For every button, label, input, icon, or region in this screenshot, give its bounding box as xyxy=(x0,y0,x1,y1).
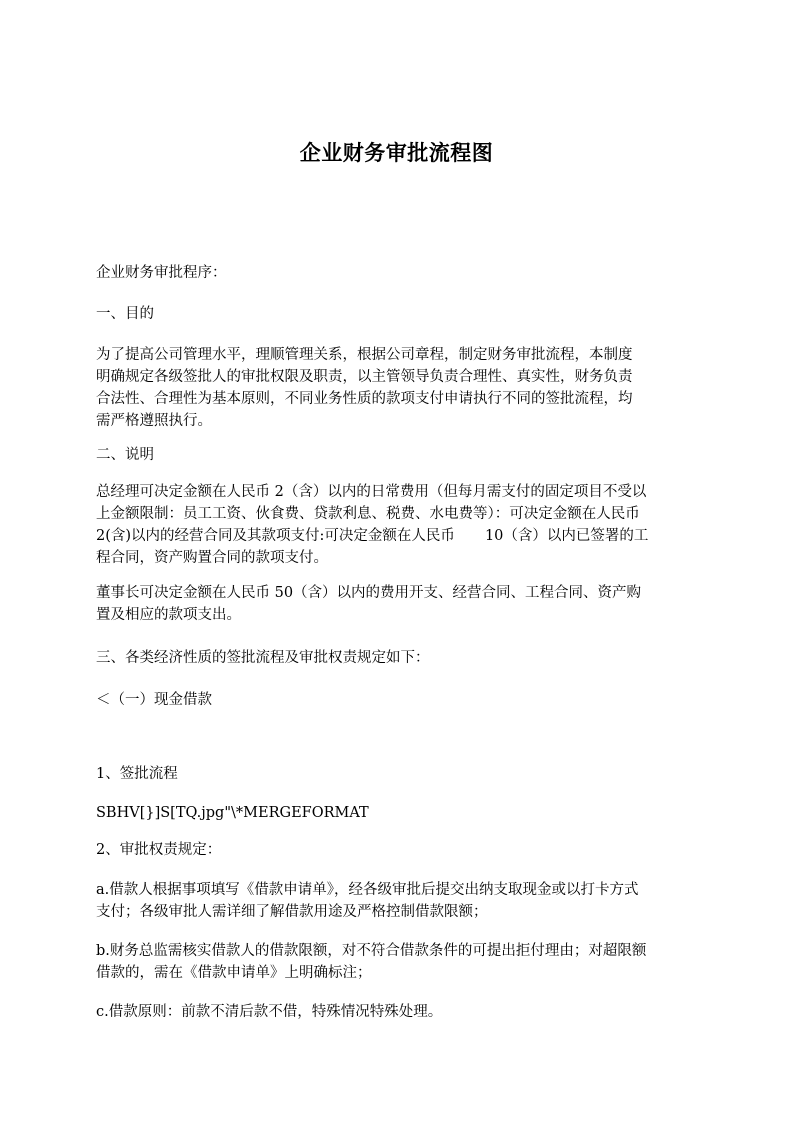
section1-line: 需严格遵照执行。 xyxy=(96,413,212,429)
section2-line: 总经理可决定金额在人民币 2（含）以内的日常费用（但每月需支付的固定项目不受以 xyxy=(96,484,647,500)
section2-line-part: 10（含）以内已签署的工 xyxy=(484,528,649,544)
section2-line xyxy=(96,525,708,547)
section1-heading: 一、目的 xyxy=(96,306,154,322)
rule-c: c.借款原则：前款不清后款不借，特殊情况特殊处理。 xyxy=(96,1004,443,1020)
section1-line: 明确规定各级签批人的审批权限及职责，以主管领导负责合理性、真实性，财务负责 xyxy=(96,369,633,385)
rule-b-line: b.财务总监需核实借款人的借款限额，对不符合借款条件的可提出拒付理由；对超限额 xyxy=(96,943,647,959)
document-title: 企业财务审批流程图 xyxy=(299,141,494,165)
section2-line-part: 2(含)以内的经营合同及其款项支付:可决定金额在人民币 xyxy=(96,528,455,544)
intro-text: 企业财务审批程序： xyxy=(96,265,227,281)
section2-line: 置及相应的款项支出。 xyxy=(96,607,241,623)
section1-paragraph xyxy=(96,344,708,432)
image-placeholder-text: SBHV[}]S[TQ.jpg"\*MERGEFORMAT xyxy=(96,805,369,821)
item-approval-flow: 1、签批流程 xyxy=(96,766,178,782)
rule-a xyxy=(96,879,708,923)
section2-line: 程合同，资产购置合同的款项支付。 xyxy=(96,550,328,566)
rule-b-line: 借款的，需在《借款申请单》上明确标注； xyxy=(96,965,372,981)
rule-a-line: a.借款人根据事项填写《借款申请单》，经各级审批后提交出纳支取现金或以打卡方式 xyxy=(96,882,639,898)
item-approval-rules: 2、审批权责规定： xyxy=(96,842,222,858)
section2-paragraph-2 xyxy=(96,582,708,626)
rule-a-line: 支付；各级审批人需详细了解借款用途及严格控制借款限额； xyxy=(96,904,488,920)
section2-line: 董事长可决定金额在人民币 50（含）以内的费用开支、经营合同、工程合同、资产购 xyxy=(96,585,642,601)
section2-heading: 二、说明 xyxy=(96,447,154,463)
rule-b xyxy=(96,940,708,984)
section2-line: 上金额限制：员工工资、伙食费、贷款利息、税费、水电费等）：可决定金额在人民币 xyxy=(96,506,640,522)
section3-heading: 三、各类经济性质的签批流程及审批权责规定如下： xyxy=(96,650,430,666)
section1-line: 为了提高公司管理水平，理顺管理关系，根据公司章程，制定财务审批流程，本制度 xyxy=(96,347,633,363)
section1-line: 合法性、合理性为基本原则，不同业务性质的款项支付申请执行不同的签批流程，均 xyxy=(96,391,633,407)
section2-paragraph-1 xyxy=(96,481,708,569)
subsection-cash-loan: ＜（一）现金借款 xyxy=(96,692,212,708)
